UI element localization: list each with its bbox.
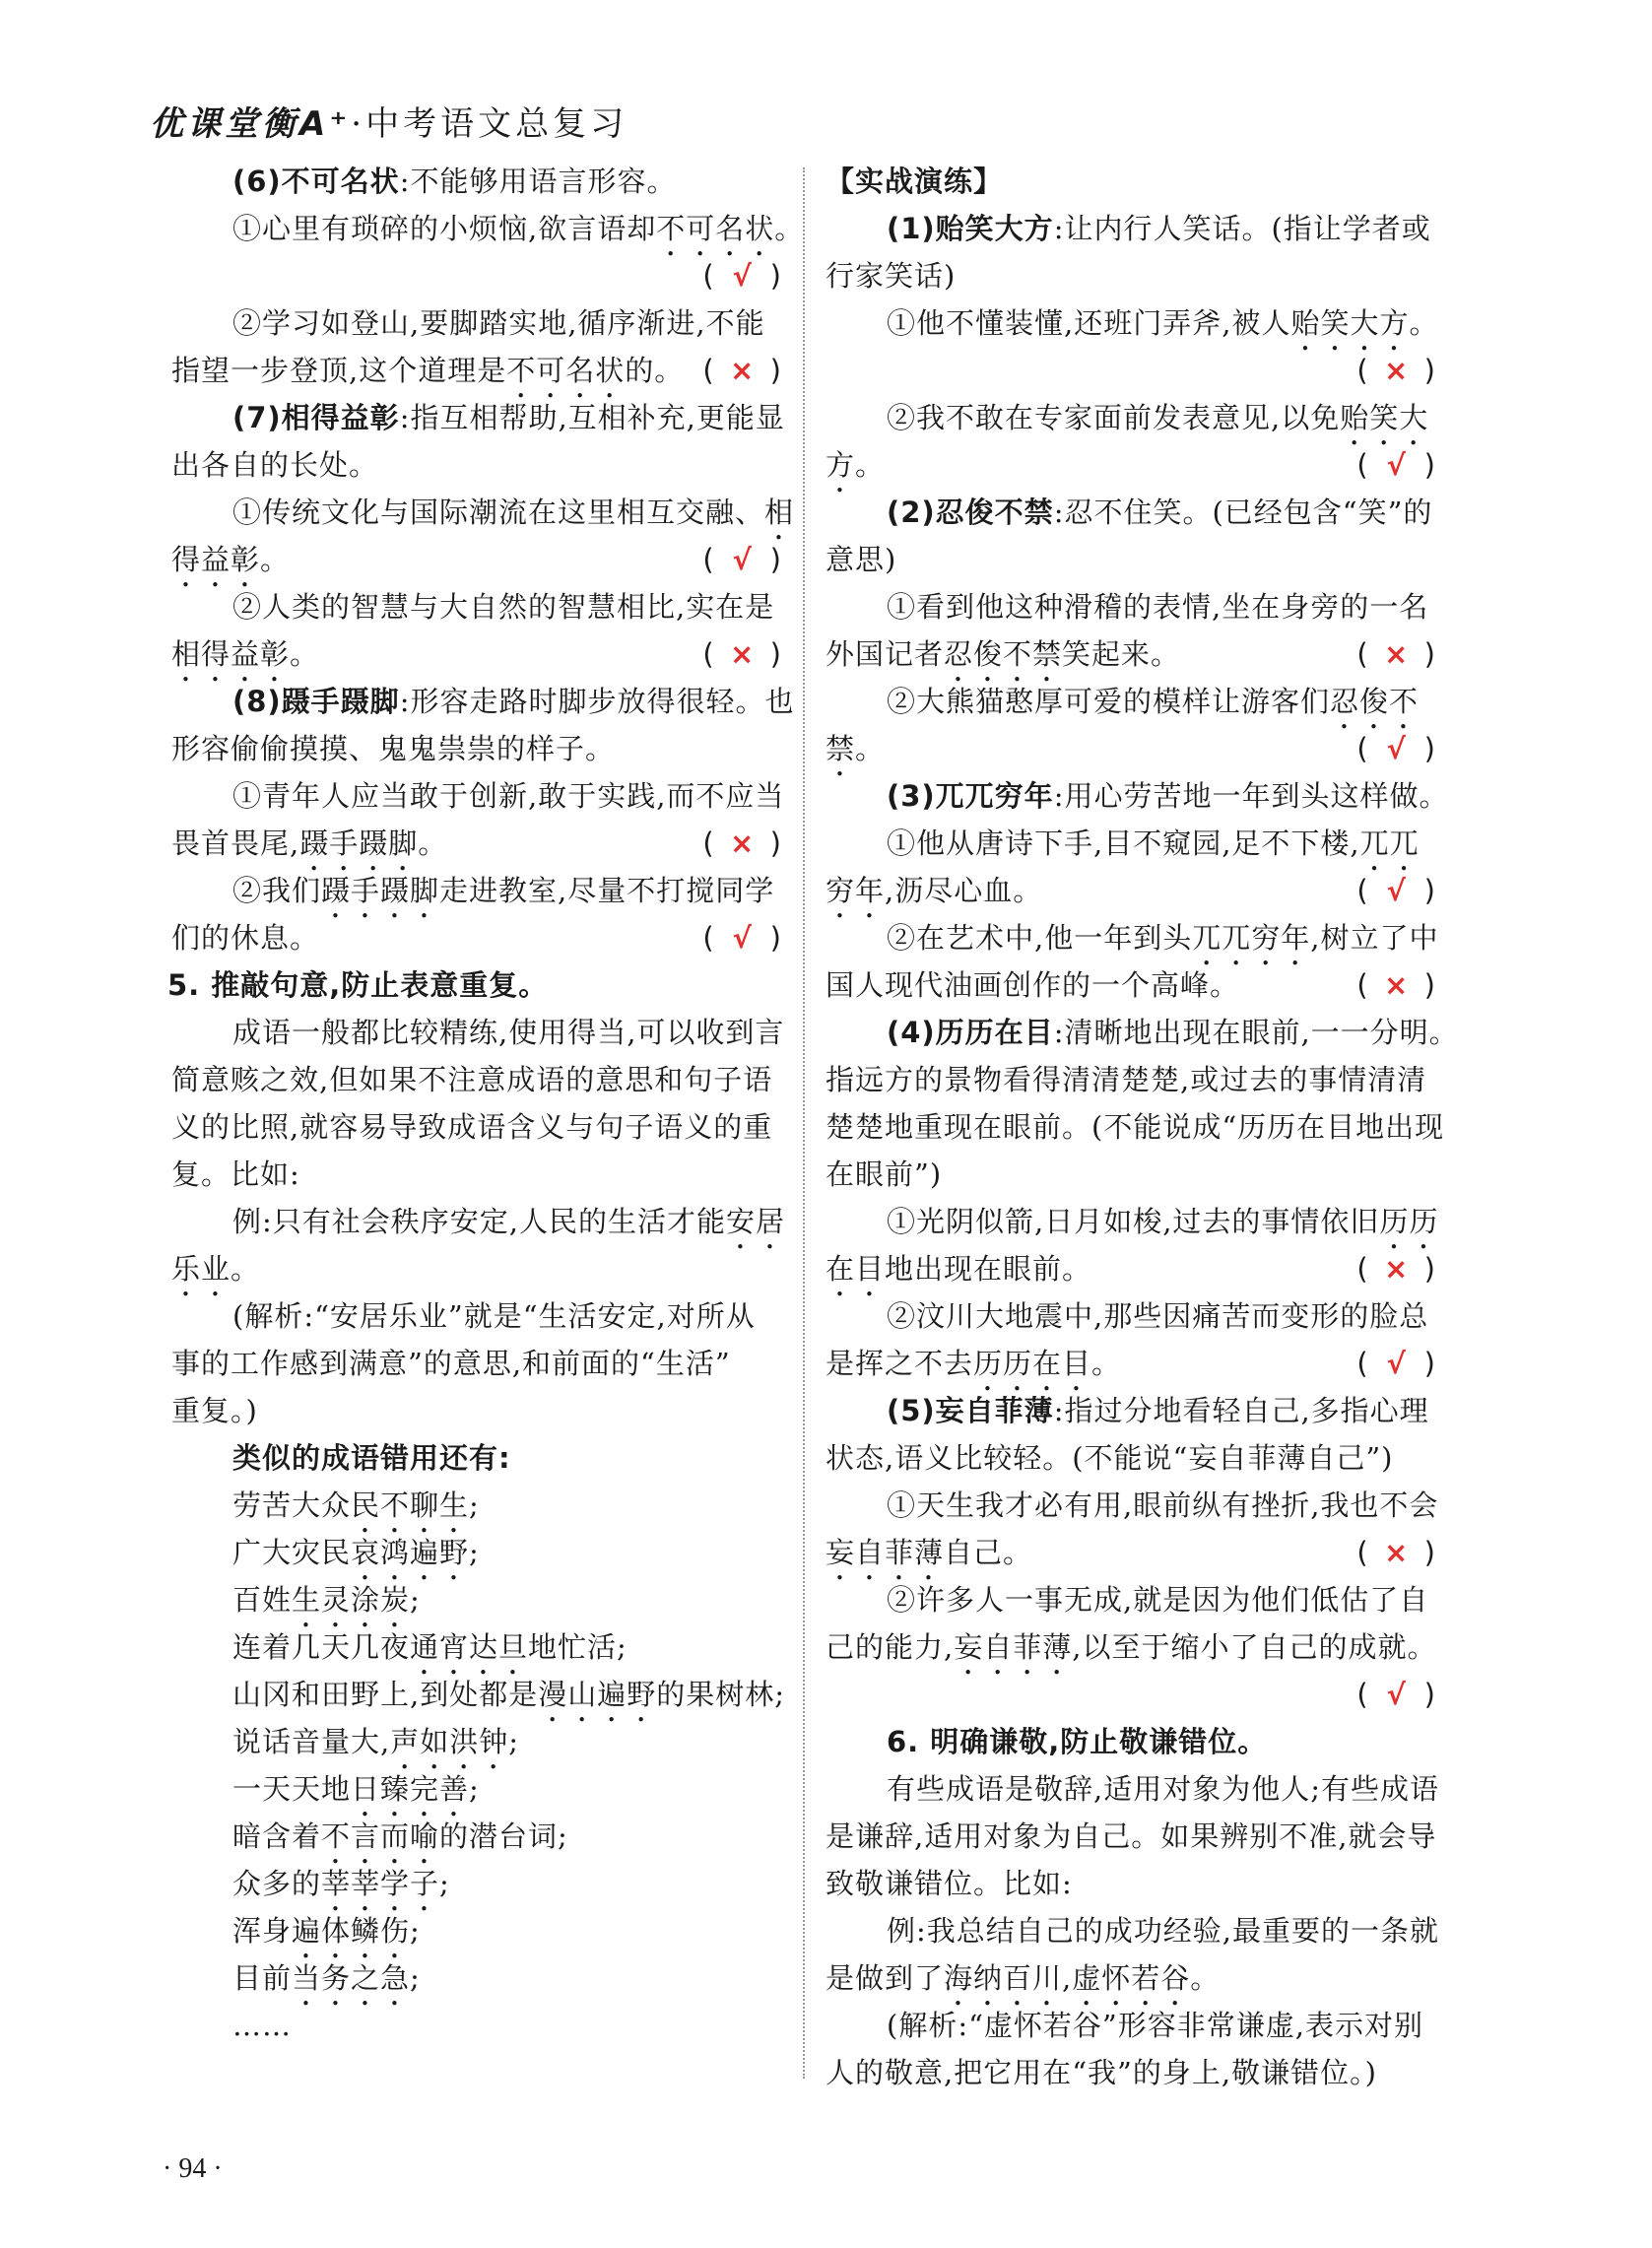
paragraph-line: 简意赅之效,但如果不注意成语的意思和句子语 [171, 1063, 773, 1096]
list-item: …… [232, 2009, 292, 2042]
paragraph-line: 义的比照,就容易导致成语含义与句子语义的重 [171, 1110, 773, 1144]
example-line: 得益彰。 ( √ ) [171, 536, 782, 583]
cross-icon: × [1384, 354, 1410, 387]
list-item: 说话音量大,声如洪钟; [232, 1725, 520, 1758]
list-item: 广大灾民哀鸿遍野; [232, 1536, 480, 1569]
idiom-entry-6: (6)不可名状:不能够用语言形容。 [232, 165, 677, 198]
definition-line: 形容偷偷摸摸、鬼鬼祟祟的样子。 [171, 732, 616, 765]
idiom-entry-5: (5)妄自菲薄:指过分地看轻自己,多指心理 [887, 1394, 1429, 1427]
analysis-line: (解析:“安居乐业”就是“生活安定,对所从 [232, 1299, 756, 1333]
cross-icon: × [730, 826, 756, 860]
example-line: ①心里有琐碎的小烦恼,欲言语却不可名状。 [232, 212, 805, 245]
answer-mark: ( × ) [1356, 347, 1436, 394]
idiom-entry-3: (3)兀兀穷年:用心劳苦地一年到头这样做。 [887, 779, 1449, 813]
practice-title: 【实战演练】 [826, 165, 1004, 198]
example-line: 例:我总结自己的成功经验,最重要的一条就 [887, 1914, 1439, 1948]
example-line: 指望一步登顶,这个道理是不可名状的。 ( × ) [171, 347, 782, 394]
idiom-entry-4: (4)历历在目:清晰地出现在眼前,一一分明。 [887, 1016, 1459, 1049]
answer-mark: ( √ ) [1356, 441, 1436, 489]
example-line: 方。 ( √ ) [826, 441, 1436, 489]
analysis-line: 人的敬意,把它用在“我”的身上,敬谦错位。) [826, 2056, 1377, 2089]
answer-line [826, 347, 1436, 394]
definition-line: 出各自的长处。 [171, 448, 379, 482]
analysis-line: 重复。) [171, 1394, 258, 1427]
list-item: 目前当务之急; [232, 1961, 421, 1995]
example-line: ①他不懂装懂,还班门弄斧,被人贻笑大方。 [887, 306, 1439, 340]
cross-icon: × [1384, 1536, 1410, 1569]
idiom-entry-7: (7)相得益彰:指互相帮助,互相补充,更能显 [232, 401, 785, 434]
list-item: 百姓生灵涂炭; [232, 1583, 421, 1617]
list-item: 众多的莘莘学子; [232, 1867, 450, 1900]
answer-mark: ( √ ) [702, 914, 782, 961]
example-line: 在目地出现在眼前。 ( × ) [826, 1245, 1436, 1292]
definition-line: 指远方的景物看得清清楚楚,或过去的事情清清 [826, 1063, 1427, 1096]
cross-icon: × [1384, 1252, 1410, 1286]
right-column [826, 158, 1459, 2096]
list-item: 暗含着不言而喻的潜台词; [232, 1819, 568, 1853]
answer-line [826, 1671, 1436, 1718]
answer-mark: ( √ ) [702, 252, 782, 299]
answer-mark: ( √ ) [1356, 1340, 1436, 1387]
idiom-entry-1: (1)贻笑大方:让内行人笑话。(指让学者或 [887, 212, 1431, 245]
similar-errors-list [171, 1482, 786, 2049]
cross-icon: × [1384, 637, 1410, 671]
definition-line: 楚楚地重现在眼前。(不能说成“历历在目地出现 [826, 1110, 1445, 1144]
answer-mark: ( × ) [1356, 1245, 1436, 1292]
similar-errors-title: 类似的成语错用还有: [232, 1441, 511, 1475]
example-line: 们的休息。 ( √ ) [171, 914, 782, 961]
book-brand: 优课堂衡A⁺ [150, 104, 352, 144]
definition-line: 状态,语义比较轻。(不能说“妄自菲薄自己”) [826, 1441, 1394, 1475]
list-item: 连着几天几夜通宵达旦地忙活; [232, 1630, 628, 1664]
column-divider [803, 167, 805, 2079]
page-number: · 94 · [163, 2153, 223, 2184]
check-icon: √ [1386, 732, 1407, 765]
analysis-line: (解析:“虚怀若谷”形容非常谦虚,表示对别 [887, 2009, 1423, 2042]
answer-mark: ( √ ) [1356, 867, 1436, 914]
list-item: 一天天地日臻完善; [232, 1772, 480, 1806]
check-icon: √ [732, 259, 753, 293]
definition-line: 意思) [826, 543, 897, 576]
example-line: ②在艺术中,他一年到头兀兀穷年,树立了中 [887, 921, 1439, 955]
answer-line [171, 252, 782, 299]
example-line: 穷年,沥尽心血。 ( √ ) [826, 867, 1436, 914]
answer-mark: ( × ) [702, 347, 782, 394]
definition-line: 行家笑话) [826, 259, 957, 293]
example-line: 禁。 ( √ ) [826, 725, 1436, 772]
book-title: ·中考语文总复习 [351, 104, 628, 144]
answer-mark: ( × ) [1356, 961, 1436, 1009]
example-line: 己的能力,妄自菲薄,以至于缩小了自己的成就。 [826, 1630, 1437, 1664]
analysis-line: 事的工作感到满意”的意思,和前面的“生活” [171, 1347, 731, 1380]
example-line: 畏首畏尾,蹑手蹑脚。 ( × ) [171, 820, 782, 867]
example-line: 是做到了海纳百川,虚怀若谷。 [826, 1961, 1221, 1995]
example-line: ②我们蹑手蹑脚走进教室,尽量不打搅同学 [232, 874, 775, 907]
check-icon: √ [1386, 1678, 1407, 1711]
check-icon: √ [732, 543, 753, 576]
page-header [150, 97, 628, 145]
paragraph-line: 有些成语是敬辞,适用对象为他人;有些成语 [887, 1772, 1439, 1806]
answer-mark: ( √ ) [702, 536, 782, 583]
answer-mark: ( × ) [1356, 630, 1436, 678]
idiom-entry-2: (2)忍俊不禁:忍不住笑。(已经包含“笑”的 [887, 496, 1433, 529]
answer-mark: ( × ) [1356, 1529, 1436, 1576]
example-line: ②大熊猫憨厚可爱的模样让游客们忍俊不 [887, 685, 1420, 718]
check-icon: √ [1386, 1347, 1407, 1380]
answer-mark: ( √ ) [1356, 1671, 1436, 1718]
cross-icon: × [730, 637, 756, 671]
example-line: ①传统文化与国际潮流在这里相互交融、相 [232, 496, 795, 529]
example-line: 乐业。 [171, 1252, 261, 1286]
example-line: ②许多人一事无成,就是因为他们低估了自 [887, 1583, 1429, 1617]
answer-mark: ( × ) [702, 820, 782, 867]
example-line: 妄自菲薄自己。 ( × ) [826, 1529, 1436, 1576]
example-line: ②学习如登山,要脚踏实地,循序渐进,不能 [232, 306, 765, 340]
example-line: ①光阴似箭,日月如梭,过去的事情依旧历历 [887, 1205, 1439, 1238]
paragraph-line: 复。比如: [171, 1157, 300, 1191]
example-line: ①看到他这种滑稽的表情,坐在身旁的一名 [887, 590, 1429, 624]
paragraph-line: 致敬谦错位。比如: [826, 1867, 1073, 1900]
example-line: ②我不敢在专家面前发表意见,以免贻笑大 [887, 401, 1429, 434]
example-line: 国人现代油画创作的一个高峰。 ( × ) [826, 961, 1436, 1009]
list-item: 山冈和田野上,到处都是漫山遍野的果树林; [232, 1678, 786, 1711]
check-icon: √ [1386, 448, 1407, 482]
example-line: 相得益彰。 ( × ) [171, 630, 782, 678]
answer-mark: ( × ) [702, 630, 782, 678]
cross-icon: × [1384, 968, 1410, 1002]
section-6-title: 6. 明确谦敬,防止敬谦错位。 [887, 1725, 1268, 1758]
example-line: 外国记者忍俊不禁笑起来。 ( × ) [826, 630, 1436, 678]
section-5-title: 5. 推敲句意,防止表意重复。 [167, 968, 549, 1002]
example-line: ①他从唐诗下手,目不窥园,足不下楼,兀兀 [887, 826, 1420, 860]
paragraph-line: 是谦辞,适用对象为自己。如果辨别不准,就会导 [826, 1819, 1437, 1853]
example-line: 是挥之不去历历在目。 ( √ ) [826, 1340, 1436, 1387]
check-icon: √ [732, 921, 753, 955]
example-line: ①天生我才必有用,眼前纵有挫折,我也不会 [887, 1488, 1439, 1522]
answer-mark: ( √ ) [1356, 725, 1436, 772]
list-item: 劳苦大众民不聊生; [232, 1488, 480, 1522]
definition-line: 在眼前”) [826, 1157, 943, 1191]
check-icon: √ [1386, 874, 1407, 907]
idiom-entry-8: (8)蹑手蹑脚:形容走路时脚步放得很轻。也 [232, 685, 795, 718]
example-line: ②人类的智慧与大自然的智慧相比,实在是 [232, 590, 775, 624]
cross-icon: × [730, 354, 756, 387]
left-column [167, 158, 805, 2049]
example-line: ②汶川大地震中,那些因痛苦而变形的脸总 [887, 1299, 1429, 1333]
example-line: ①青年人应当敢于创新,敢于实践,而不应当 [232, 779, 785, 813]
example-line: 例:只有社会秩序安定,人民的生活才能安居 [232, 1205, 786, 1238]
paragraph-line: 成语一般都比较精练,使用得当,可以收到言 [232, 1016, 785, 1049]
list-item: 浑身遍体鳞伤; [232, 1914, 421, 1948]
